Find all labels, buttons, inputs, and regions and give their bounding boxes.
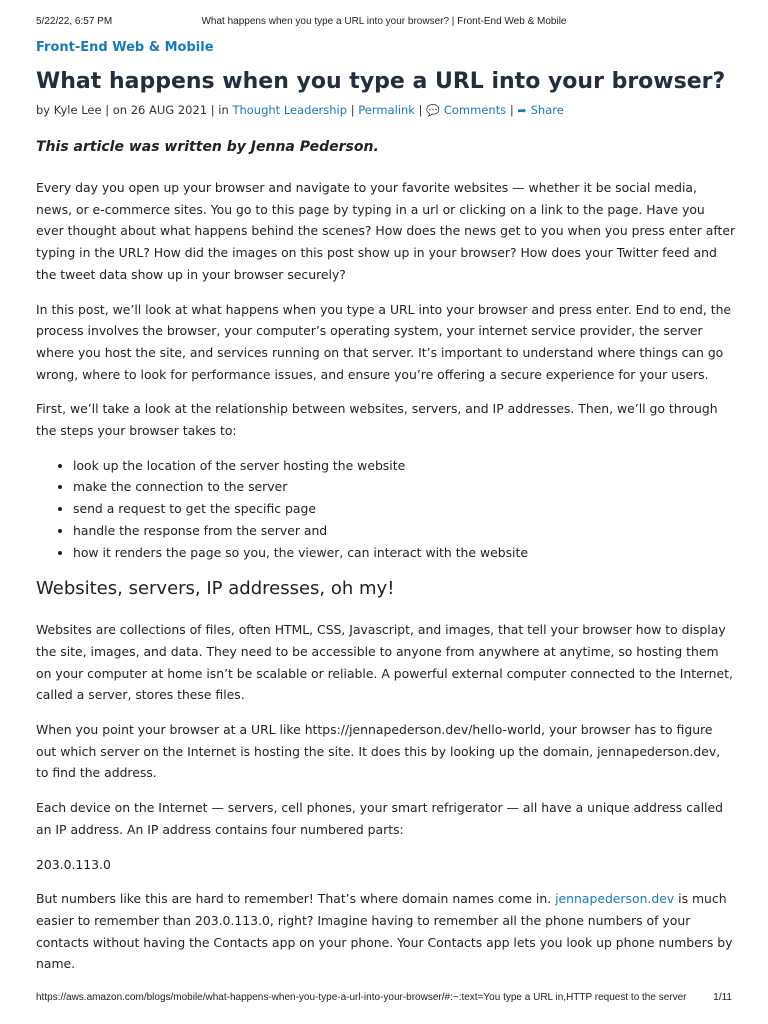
category-link[interactable]: Thought Leadership (232, 103, 348, 117)
steps-list (36, 455, 736, 564)
comments-link[interactable] (426, 103, 506, 117)
comments-label: Comments (443, 103, 507, 117)
paragraph: Websites are collections of files, often HTML, CSS, Javascript, and images, that tell your browser how to display the site, images, and data. They need to be accessible to anyone from anywhere at anytime, so hosting them on your computer at home isn’t be scalable or reliable. A powerful external computer connected to the Internet, called a server, stores these files. (36, 622, 733, 703)
print-date: 5/22/22, 6:57 PM (36, 16, 113, 27)
list-item: • send a request to get the specific page (73, 498, 736, 520)
share-label: Share (530, 103, 564, 117)
list-item: • make the connection to the server (73, 476, 736, 498)
article-title: What happens when you type a URL into your browser? (36, 69, 726, 94)
comment-icon: 💬 (426, 104, 440, 117)
paragraph-text: But numbers like this are hard to remember! That’s where domain names come in. (36, 891, 556, 907)
print-footer (36, 992, 732, 1006)
paragraph: When you point your browser at a URL like https://jennapederson.dev/hello-world, your browser has to figure out which server on the Internet is hosting the site. It does this by looking up the domain, jennapederson.dev, to find the address. (36, 722, 721, 781)
blog-name-link[interactable]: Front-End Web & Mobile (36, 40, 214, 55)
list-item: • handle the response from the server and (73, 520, 736, 542)
byline (36, 102, 736, 119)
paragraph-text: is much easier to remember than 203.0.113.0, right? Imagine having to remember all the phone numbers of your contacts without having the Contacts app on your phone. Your Contacts app lets you look up phone numbers by name. (36, 891, 733, 972)
permalink-link[interactable]: Permalink (358, 103, 415, 117)
paragraph: Each device on the Internet — servers, cell phones, your smart refrigerator — all have a unique address called an IP address. An IP address contains four numbered parts: (36, 800, 723, 837)
print-page-title: What happens when you type a URL into your browser? | Front-End Web & Mobile (201, 16, 567, 27)
paragraph (36, 888, 736, 975)
page-number: 1/11 (713, 992, 732, 1003)
domain-link[interactable]: jennapederson.dev (555, 891, 675, 907)
paragraph: Every day you open up your browser and navigate to your favorite websites — whether it be social media, news, or e-commerce sites. You go to this page by typing in a url or clicking on a link to the page. Have you ever thought about what happens behind the scenes? How does the news get to you when you press enter after typing in the URL? How did the images on this post show up in your browser? How does your Twitter feed and the tweet data show up in your browser securely? (36, 180, 736, 282)
byline-author-date: by Kyle Lee | on 26 AUG 2021 | in (36, 103, 233, 117)
byline-separator: | (506, 103, 518, 117)
article (36, 38, 736, 988)
paragraph: First, we’ll take a look at the relationship between websites, servers, and IP addresses. Then, we’ll go through the steps your browser takes to: (36, 401, 718, 439)
ip-address-example: 203.0.113.0 (36, 856, 111, 872)
share-link[interactable] (517, 103, 563, 117)
section-heading: Websites, servers, IP addresses, oh my! (36, 578, 395, 600)
byline-separator: | (414, 103, 427, 117)
print-header (36, 16, 732, 30)
print-url: https://aws.amazon.com/blogs/mobile/what-happens-when-you-type-a-url-into-your-browser/#:~:text=You type a URL in,HTTP request to the server (36, 992, 687, 1003)
list-item: • how it renders the page so you, the viewer, can interact with the website (73, 542, 736, 564)
list-item: • look up the location of the server hosting the website (73, 455, 736, 477)
paragraph: In this post, we’ll look at what happens when you type a URL into your browser and press enter. End to end, the process involves the browser, your computer’s operating system, your internet service provider, the server where you host the site, and services running on that server. It’s important to understand where things can go wrong, where to look for performance issues, and ensure you’re offering a secure experience for your users. (36, 301, 732, 382)
byline-separator: | (347, 103, 359, 117)
share-icon: ➦ (517, 104, 527, 117)
article-intro: This article was written by Jenna Pederson. (36, 139, 379, 155)
